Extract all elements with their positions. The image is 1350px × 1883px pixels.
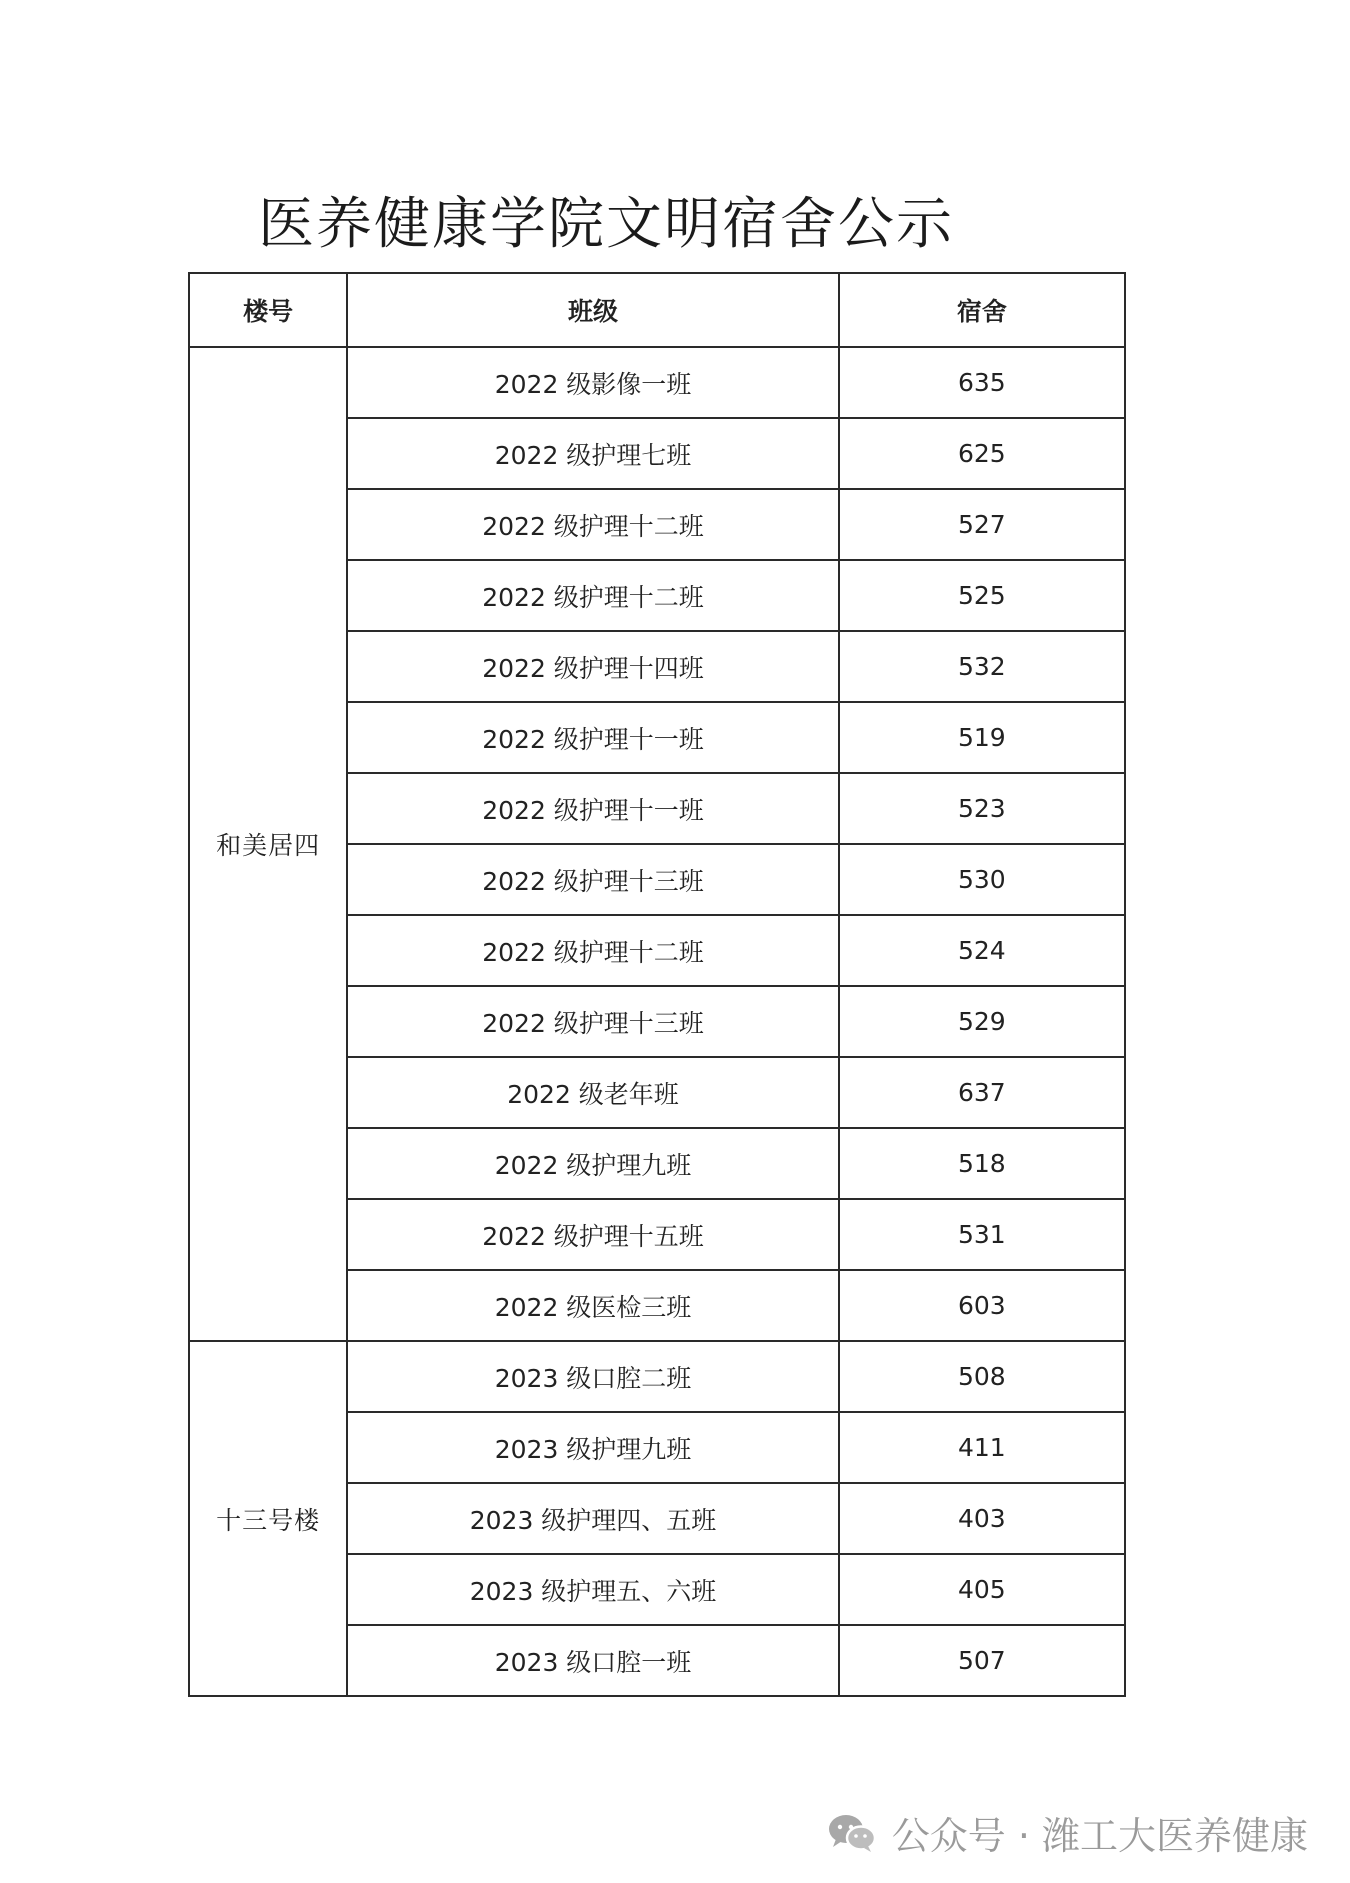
class-cell: 2022 级医检三班	[347, 1270, 838, 1341]
dorm-cell: 523	[839, 773, 1125, 844]
class-cell: 2022 级护理十四班	[347, 631, 838, 702]
table-row	[189, 347, 1125, 418]
wechat-icon	[826, 1812, 878, 1854]
dorm-cell: 532	[839, 631, 1125, 702]
header-building: 楼号	[189, 273, 347, 347]
class-cell: 2022 级护理十二班	[347, 489, 838, 560]
class-cell: 2022 级护理十五班	[347, 1199, 838, 1270]
dormitory-table	[188, 272, 1126, 1697]
dorm-cell: 518	[839, 1128, 1125, 1199]
dorm-cell: 530	[839, 844, 1125, 915]
class-cell: 2022 级护理十一班	[347, 773, 838, 844]
building-cell: 十三号楼	[189, 1341, 347, 1696]
dorm-cell: 527	[839, 489, 1125, 560]
class-cell: 2023 级护理四、五班	[347, 1483, 838, 1554]
dorm-cell: 519	[839, 702, 1125, 773]
header-dorm: 宿舍	[839, 273, 1125, 347]
dorm-cell: 403	[839, 1483, 1125, 1554]
class-cell: 2022 级影像一班	[347, 347, 838, 418]
table-body	[189, 347, 1125, 1696]
class-cell: 2022 级护理九班	[347, 1128, 838, 1199]
class-cell: 2022 级护理七班	[347, 418, 838, 489]
dorm-cell: 635	[839, 347, 1125, 418]
class-cell: 2023 级护理九班	[347, 1412, 838, 1483]
dorm-cell: 529	[839, 986, 1125, 1057]
dorm-cell: 625	[839, 418, 1125, 489]
watermark-text: 公众号 · 潍工大医养健康	[891, 1814, 1308, 1858]
class-cell: 2022 级护理十三班	[347, 844, 838, 915]
class-cell: 2023 级护理五、六班	[347, 1554, 838, 1625]
class-cell: 2022 级老年班	[347, 1057, 838, 1128]
dorm-cell: 637	[839, 1057, 1125, 1128]
class-cell: 2023 级口腔一班	[347, 1625, 838, 1696]
dorm-cell: 405	[839, 1554, 1125, 1625]
page-title: 医养健康学院文明宿舍公示	[258, 192, 954, 257]
dorm-cell: 411	[839, 1412, 1125, 1483]
dorm-cell: 525	[839, 560, 1125, 631]
header-class: 班级	[347, 273, 838, 347]
table-row	[189, 1341, 1125, 1412]
building-cell: 和美居四	[189, 347, 347, 1341]
dorm-cell: 531	[839, 1199, 1125, 1270]
class-cell: 2022 级护理十二班	[347, 915, 838, 986]
dorm-cell: 524	[839, 915, 1125, 986]
watermark	[826, 1805, 1308, 1860]
class-cell: 2022 级护理十一班	[347, 702, 838, 773]
class-cell: 2022 级护理十三班	[347, 986, 838, 1057]
dorm-cell: 508	[839, 1341, 1125, 1412]
dorm-cell: 603	[839, 1270, 1125, 1341]
class-cell: 2023 级口腔二班	[347, 1341, 838, 1412]
table-header-row	[189, 273, 1125, 347]
dorm-cell: 507	[839, 1625, 1125, 1696]
class-cell: 2022 级护理十二班	[347, 560, 838, 631]
